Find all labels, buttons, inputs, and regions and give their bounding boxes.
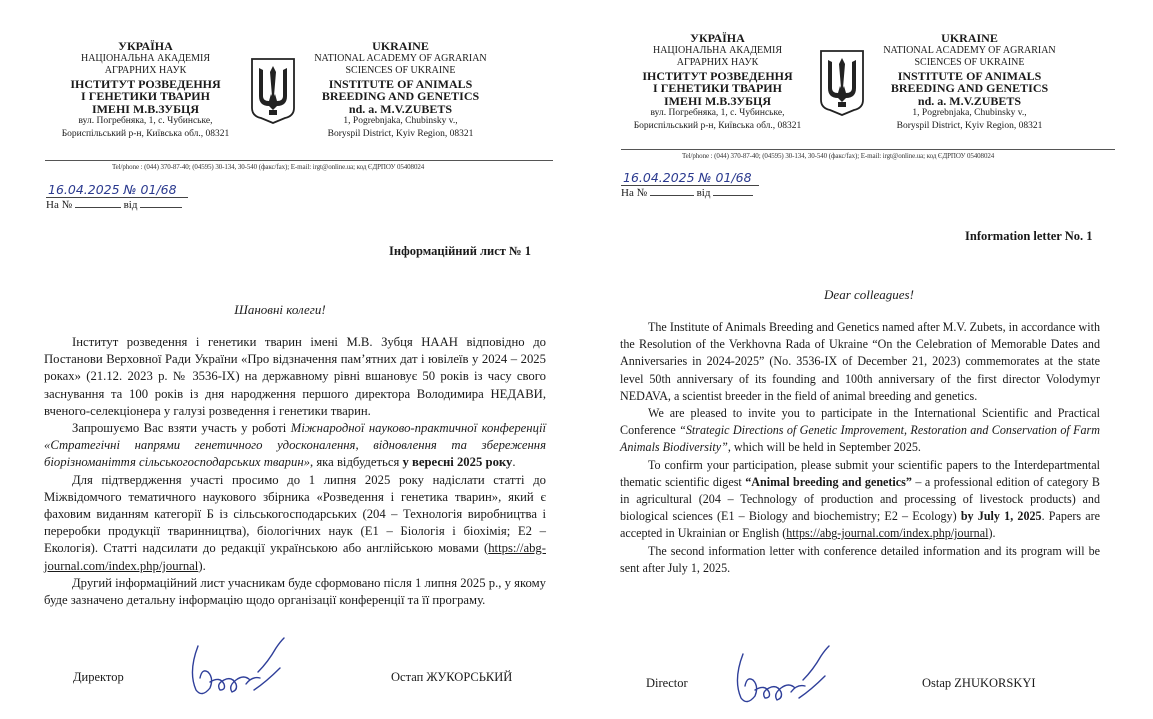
signature-role: Director xyxy=(646,676,688,690)
header-institute-line: nd. a. M.V.ZUBETS xyxy=(348,101,453,116)
text-run: ). xyxy=(988,526,996,541)
ukraine-trident-emblem-icon xyxy=(818,48,866,118)
contacts-line: Tel/phone : (044) 370-87-40; (04595) 30-134, 30-540 (факс/fax); E-mail: irgt@online.ua; код ЄДРПОУ 05408024 xyxy=(112,163,425,171)
journal-link[interactable]: https://abg-journal.com/index.php/journal xyxy=(44,541,546,573)
text-run: To confirm your participation, please submit your scientific papers to the Interdepartmental thematic scientific digest xyxy=(620,457,1100,489)
text-run: – a professional edition of category B in agricultural (204 – Technology of production and processing of livestock products) and biological sciences (E1 – Biology and biochemistry; E2 – Ecology) xyxy=(620,474,1100,524)
header-address-line: Бориспільський р-н, Київська обл., 08321 xyxy=(633,120,802,131)
text-run: , which will be held in September 2025. xyxy=(727,440,921,455)
text-run: Запрошуємо Вас взяти участь у роботі xyxy=(72,421,291,436)
header-address-line: вул. Погребняка, 1, с. Чубинське, xyxy=(650,108,785,118)
reference-mid: від xyxy=(696,187,711,199)
date-handwritten: 16.04.2025 № 01/68 xyxy=(623,170,752,185)
letter-english xyxy=(585,0,1153,719)
header-right-block xyxy=(877,32,1062,132)
body-paragraph xyxy=(44,575,546,609)
header-academy-line: НАЦІОНАЛЬНА АКАДЕМІЯ xyxy=(80,52,211,64)
header-institute-line: ІНСТИТУТ РОЗВЕДЕННЯ xyxy=(642,68,793,83)
date-handwritten: 16.04.2025 № 01/68 xyxy=(48,182,177,197)
reference-prefix: На № xyxy=(46,199,73,211)
header-address-line: Boryspil District, Kyiv Region, 08321 xyxy=(327,128,474,139)
header-institute-line: І ГЕНЕТИКИ ТВАРИН xyxy=(653,81,782,95)
letter-body xyxy=(620,319,1100,577)
handwritten-signature-icon xyxy=(725,640,837,716)
letter-body xyxy=(44,334,546,609)
header-academy-line: SCIENCES OF UKRAINE xyxy=(345,65,456,76)
header-address-line: вул. Погребняка, 1, с. Чубинське, xyxy=(78,116,213,126)
letter-ukrainian xyxy=(0,0,560,719)
reference-prefix: На № xyxy=(621,187,648,199)
header-country: UKRAINE xyxy=(941,31,998,45)
text-run: “Animal breeding and genetics” xyxy=(745,474,912,489)
text-run: у вересні 2025 року xyxy=(402,455,513,470)
header-institute-line: ІМЕНІ М.В.ЗУБЦЯ xyxy=(663,93,772,108)
header-address-line: 1, Pogrebnjaka, Chubinsky v., xyxy=(912,108,1027,118)
text-run: The Institute of Animals Breeding and Genetics named after M.V. Zubets, in accordance with the Resolution of the Verkhovna Rada of Ukraine “On the Celebration of Memorable Dates and Anniversaries in 2024-2025” (No. 3536-IX of December 21, 2023) commemorates at the state level 50th anniversary of its founding and 100th anniversary of the first director Volodymyr NEDAVA, a scientist breeder in the field of animal breeding and genetics. xyxy=(620,320,1100,403)
header-country: УКРАЇНА xyxy=(118,39,173,53)
header-institute-line: INSTITUTE OF ANIMALS xyxy=(328,76,473,91)
header-address-line: Бориспільський р-н, Київська обл., 08321 xyxy=(61,128,230,139)
header-address-line: Boryspil District, Kyiv Region, 08321 xyxy=(896,120,1043,131)
body-paragraph xyxy=(44,334,546,420)
header-academy-line: АГРАРНИХ НАУК xyxy=(676,57,759,68)
contacts-line: Tel/phone : (044) 370-87-40; (04595) 30-134, 30-540 (факс/fax); E-mail: irgt@online.ua; код ЄДРПОУ 05408024 xyxy=(682,152,995,160)
salutation: Dear colleagues! xyxy=(824,287,914,302)
text-run: Міжнародної науково-практичної конференції «Стратегічні напрями генетичного удосконалення, відновлення та збереження біорізноманіття сільськогосподарських тварин» xyxy=(44,421,546,470)
header-divider xyxy=(621,149,1115,150)
text-run: The second information letter with conference detailed information and its program will be sent after July 1, 2025. xyxy=(620,543,1100,575)
text-run: . Papers are accepted in Ukrainian or English ( xyxy=(620,509,1101,541)
header-institute-line: nd. a. M.V.ZUBETS xyxy=(917,93,1022,108)
reference-blank xyxy=(140,199,182,208)
body-paragraph xyxy=(44,472,546,575)
text-run: , яка відбудеться xyxy=(309,455,403,470)
text-run: Другий інформаційний лист учасникам буде сформовано після 1 липня 2025 р., у якому буде зазначено детальну інформацію щодо організації конференції та її програму. xyxy=(44,575,546,608)
reference-blank xyxy=(75,199,121,208)
date-underline xyxy=(46,197,188,198)
text-run: Для підтвердження участі просимо до 1 липня 2025 року надіслати статті до Міжвідомчого тематичного наукового збірника «Розведення і генетика тварин», який є фаховим виданням категорії Б із сільськогосподарських (204 – Технологія виробництва і переробки продукції тваринництва), біологічних наук (Е1 – Біологія і біохімія; Е2 – Екологія). Статті надсилати до редакції українською або англійською мовами ( xyxy=(44,472,546,556)
ukraine-trident-emblem-icon xyxy=(249,56,297,126)
reference-blank xyxy=(713,187,753,196)
letter-title: Information letter No. 1 xyxy=(965,229,1093,243)
header-institute-line: І ГЕНЕТИКИ ТВАРИН xyxy=(81,89,210,103)
text-run: We are pleased to invite you to participate in the International Scientific and Practical Conference xyxy=(620,406,1100,438)
body-paragraph xyxy=(44,420,546,472)
header-address-line: 1, Pogrebnjaka, Chubinsky v., xyxy=(343,116,458,126)
text-run: Інститут розведення і генетики тварин імені М.В. Зубця НААН відповідно до Постанови Верховної Ради України «Про відзначення пам’ятних дат і ювілеїв у 2024 – 2025 роках» (21.12. 2023 р. № 3536-IX) на державному рівні вшановує 50 років із часу свого заснування та 100 років із дня народження першого директора Володимира НЕДАВИ, вченого-селекціонера у галузі розведення і генетики тварин. xyxy=(44,335,546,418)
signature-name: Ostap ZHUKORSKYI xyxy=(922,676,1036,690)
header-left-block xyxy=(58,40,233,140)
text-run: ). xyxy=(198,558,206,573)
signature-name: Остап ЖУКОРСЬКИЙ xyxy=(391,670,513,684)
letter-title: Інформаційний лист № 1 xyxy=(389,244,531,258)
date-underline xyxy=(621,185,759,186)
header-institute-line: BREEDING AND GENETICS xyxy=(890,81,1049,95)
header-country: UKRAINE xyxy=(372,39,429,53)
text-run: by July 1, 2025 xyxy=(960,509,1042,524)
header-academy-line: NATIONAL ACADEMY OF AGRARIAN xyxy=(314,52,487,64)
header-institute-line: INSTITUTE OF ANIMALS xyxy=(897,68,1042,83)
header-academy-line: АГРАРНИХ НАУК xyxy=(104,65,187,76)
header-divider xyxy=(45,160,553,161)
reference-mid: від xyxy=(123,199,138,211)
text-run: “Strategic Directions of Genetic Improvement, Restoration and Conservation of Farm Animals Biodiversity” xyxy=(620,423,1100,455)
header-academy-line: NATIONAL ACADEMY OF AGRARIAN xyxy=(883,44,1056,56)
reference-line xyxy=(46,199,182,211)
journal-link[interactable]: https://abg-journal.com/index.php/journal xyxy=(786,526,989,541)
header-institute-line: BREEDING AND GENETICS xyxy=(321,89,480,103)
header-institute-line: ІНСТИТУТ РОЗВЕДЕННЯ xyxy=(70,76,221,91)
body-paragraph xyxy=(620,319,1100,405)
salutation: Шановні колеги! xyxy=(234,302,326,317)
reference-blank xyxy=(650,187,694,196)
header-academy-line: НАЦІОНАЛЬНА АКАДЕМІЯ xyxy=(652,44,783,56)
text-run: . xyxy=(512,455,516,470)
header-country: УКРАЇНА xyxy=(690,31,745,45)
header-right-block xyxy=(308,40,493,140)
header-institute-line: ІМЕНІ М.В.ЗУБЦЯ xyxy=(91,101,200,116)
handwritten-signature-icon xyxy=(180,632,292,708)
body-paragraph xyxy=(620,457,1100,543)
header-academy-line: SCIENCES OF UKRAINE xyxy=(914,57,1025,68)
reference-line xyxy=(621,187,753,199)
header-left-block xyxy=(630,32,805,132)
signature-role: Директор xyxy=(73,670,124,684)
body-paragraph xyxy=(620,405,1100,457)
body-paragraph xyxy=(620,543,1100,577)
